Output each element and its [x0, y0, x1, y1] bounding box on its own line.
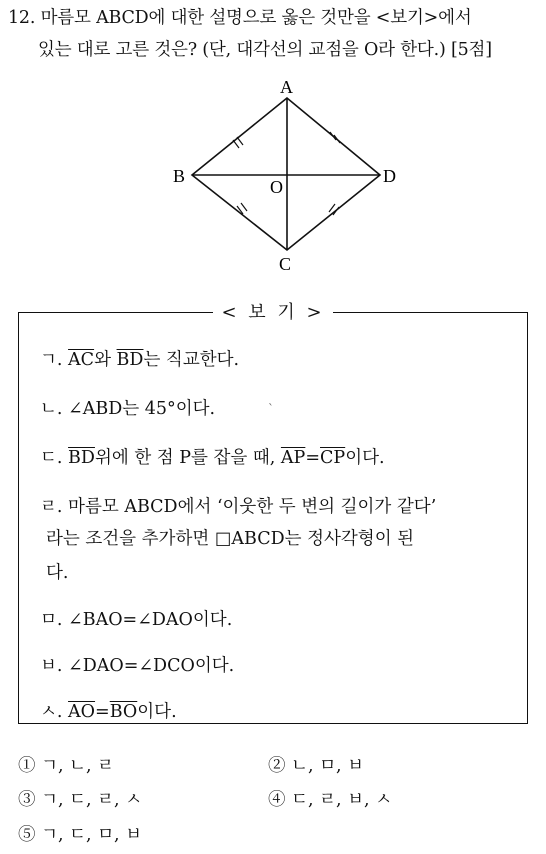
segment-ap: $\overline{AP}$ — [280, 448, 306, 468]
vertex-label-c: C — [279, 254, 292, 274]
choice-2[interactable]: ② ㄴ, ㅁ, ㅂ — [268, 756, 365, 776]
choice-4[interactable]: ④ ㄷ, ㄹ, ㅂ, ㅅ — [268, 790, 393, 810]
bogi-item-n: ㄴ. ∠ABD는 45°이다. — [40, 399, 216, 419]
bogi-item-r-line3: 다. — [46, 563, 69, 583]
bogi-item-g: ㄱ. $\overline{AC}$와 $\overline{BD}$는 직교한다. — [40, 350, 240, 370]
vertex-label-b: B — [173, 166, 186, 186]
segment-ac: $\overline{AC}$ — [68, 350, 95, 370]
rhombus-figure — [0, 0, 546, 300]
bogi-item-d: ㄷ. $\overline{BD}$위에 한 점 P를 잡을 때, $\overline{AP}=\overline{CP}$이다. — [40, 448, 385, 468]
choice-3[interactable]: ③ ㄱ, ㄷ, ㄹ, ㅅ — [18, 790, 143, 810]
bogi-item-r-line1: ㄹ. 마름모 ABCD에서 ‘이웃한 두 변의 길이가 같다’ — [40, 497, 437, 517]
segment-bd: $\overline{BD}$ — [116, 350, 144, 370]
center-label-o: O — [270, 177, 283, 197]
choice-5[interactable]: ⑤ ㄱ, ㄷ, ㅁ, ㅂ — [18, 825, 143, 845]
question-line-1: 12. 마름모 ABCD에 대한 설명으로 옳은 것만을 <보기>에서 — [8, 8, 472, 28]
bogi-title: < 보 기 > — [0, 298, 546, 324]
choice-1[interactable]: ① ㄱ, ㄴ, ㄹ — [18, 756, 115, 776]
segment-ao: $\overline{AO}$ — [68, 702, 96, 722]
vertex-label-d: D — [383, 166, 396, 186]
stray-mark: ˋ — [268, 402, 274, 416]
bogi-item-m: ㅁ. ∠BAO=∠DAO이다. — [40, 610, 233, 630]
bogi-item-b: ㅂ. ∠DAO=∠DCO이다. — [40, 656, 235, 676]
bogi-item-s: ㅅ. $\overline{AO}=\overline{BO}$이다. — [40, 702, 177, 722]
bogi-item-r-line2: 라는 조건을 추가하면 □ABCD는 정사각형이 된 — [46, 529, 415, 549]
segment-cp: $\overline{CP}$ — [320, 448, 346, 468]
segment-bo: $\overline{BO}$ — [109, 702, 138, 722]
rhombus-outline — [192, 98, 380, 250]
segment-bd: $\overline{BD}$ — [68, 448, 95, 468]
vertex-label-a: A — [280, 77, 293, 97]
question-line-2: 있는 대로 고른 것은? (단, 대각선의 교점을 O라 한다.) [5점] — [38, 40, 492, 60]
